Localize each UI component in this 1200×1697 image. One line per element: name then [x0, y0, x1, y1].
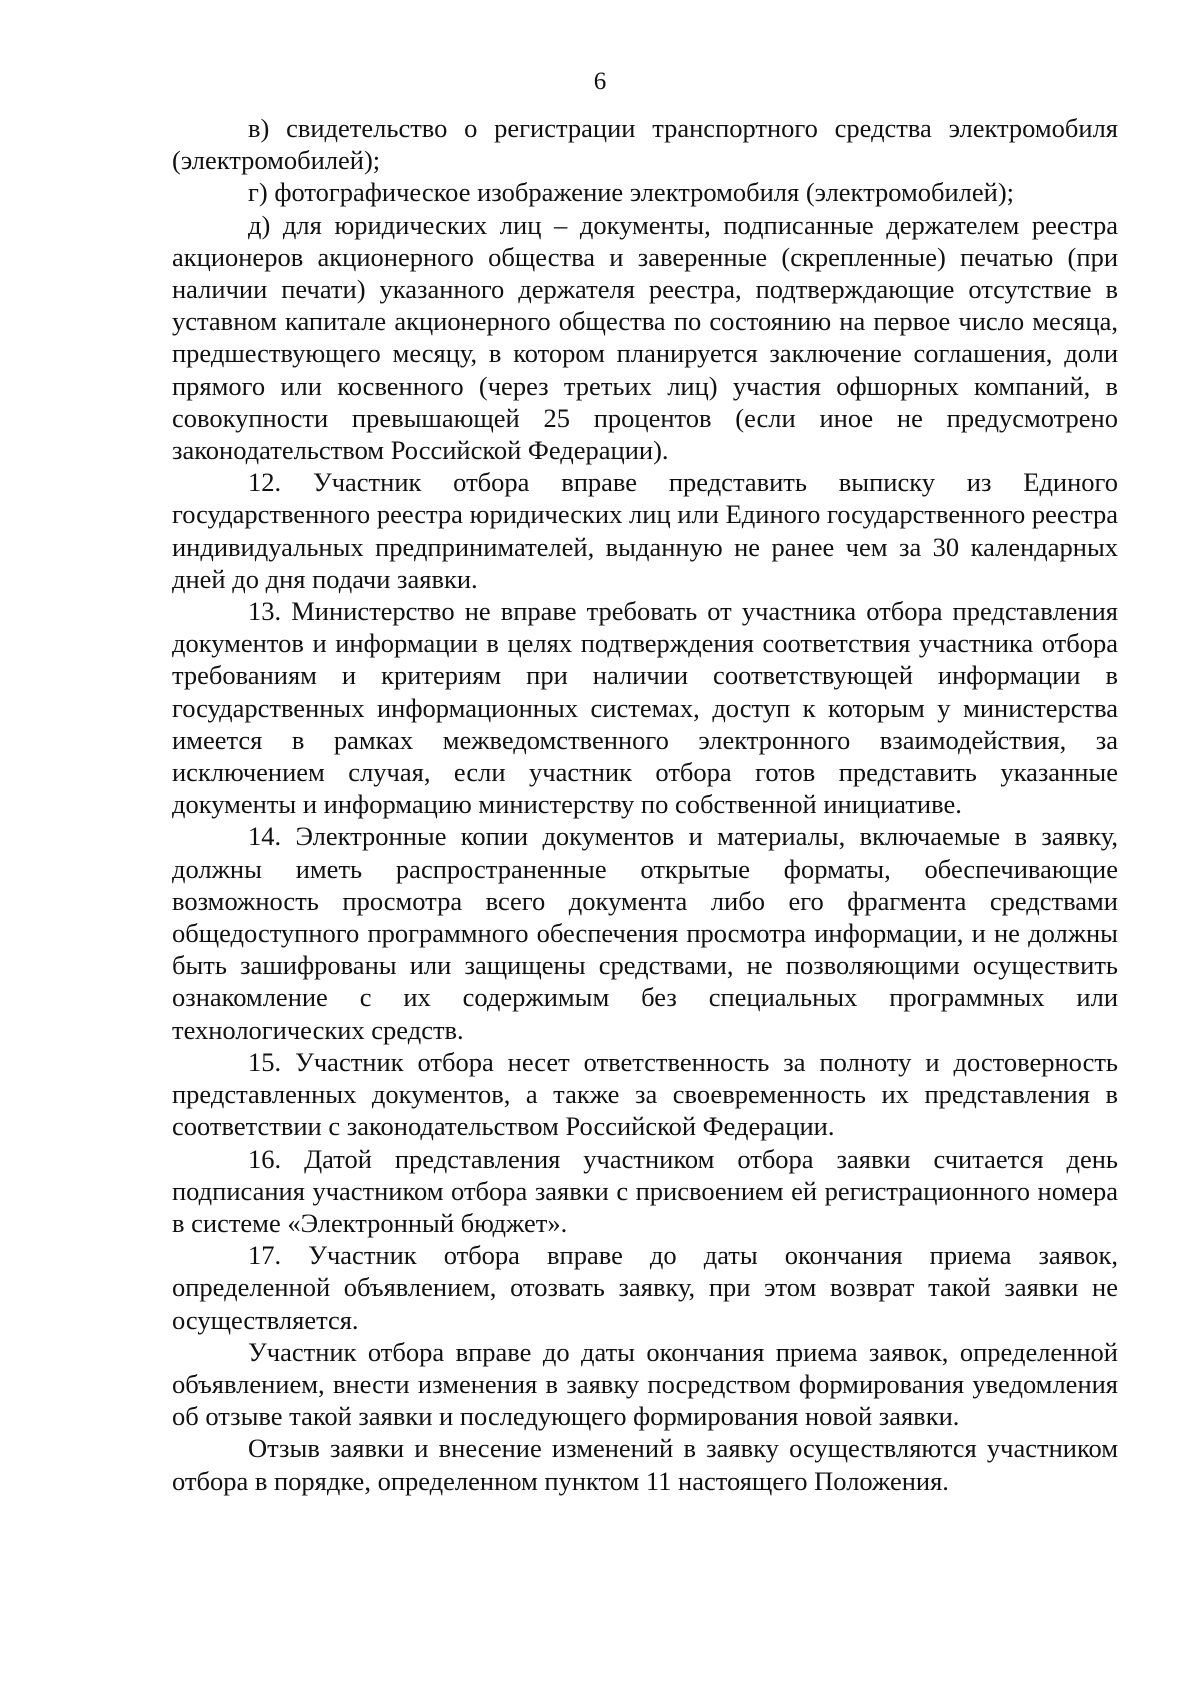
document-body — [172, 112, 1118, 1497]
page-number: 6 — [593, 68, 607, 95]
paragraph-item-v: в) свидетельство о регистрации транспортного средства электромобиля (электромобилей); — [172, 113, 1118, 176]
paragraph-17: 17. Участник отбора вправе до даты окончания приема заявок, определенной объявлением, отозвать заявку, при этом возврат такой заявки не осуществляется. — [172, 1240, 1118, 1335]
paragraph-16: 16. Датой представления участником отбора заявки считается день подписания участником отбора заявки с присвоением ей регистрационного номера в системе «Электронный бюджет». — [172, 1143, 1118, 1238]
paragraph-17-amendment: Участник отбора вправе до даты окончания приема заявок, определенной объявлением, внести изменения в заявку посредством формирования уведомления об отзыве такой заявки и последующего формирования новой заявки. — [172, 1336, 1118, 1432]
paragraph-13: 13. Министерство не вправе требовать от участника отбора представления документов и информации в целях подтверждения соответствия участника отбора требованиям и критериям при наличии соответствующей информации в государственных информационных системах, доступ к которым у министерства имеется в рамках межведомственного электронного взаимодействия, за исключением случая, если участник отбора готов представить указанные документы и информацию министерству по собственной инициативе. — [172, 596, 1118, 820]
paragraph-12: 12. Участник отбора вправе представить выписку из Единого государственного реестра юридических лиц или Единого государственного реестра индивидуальных предпринимателей, выданную не ранее чем за 30 календарных дней до дня подачи заявки. — [172, 467, 1118, 594]
paragraph-15: 15. Участник отбора несет ответственность за полноту и достоверность представленных документов, а также за своевременность их представления в соответствии с законодательством Российской Федерации. — [172, 1046, 1118, 1142]
paragraph-item-d: д) для юридических лиц – документы, подписанные держателем реестра акционеров акционерного общества и заверенные (скрепленные) печатью (при наличии печати) указанного держателя реестра, подтверждающие отсутствие в уставном капитале акционерного общества по состоянию на первое число месяца, предшествующего месяцу, в котором планируется заключение соглашения, доли прямого или косвенного (через третьих лиц) участия офшорных компаний, в совокупности превышающей 25 процентов (если иное не предусмотрено законодательством Российской Федерации). — [172, 209, 1118, 466]
paragraph-14: 14. Электронные копии документов и материалы, включаемые в заявку, должны иметь распространенные открытые форматы, обеспечивающие возможность просмотра всего документа либо его фрагмента средствами общедоступного программного обеспечения просмотра информации, и не должны быть зашифрованы или защищены средствами, не позволяющими осуществить ознакомление с их содержимым без специальных программных или технологических средств. — [172, 821, 1118, 1045]
paragraph-17-withdrawal-procedure: Отзыв заявки и внесение изменений в заявку осуществляются участником отбора в порядке, определенном пунктом 11 настоящего Положения. — [172, 1433, 1118, 1496]
paragraph-item-g: г) фотографическое изображение электромобиля (электромобилей); — [248, 177, 1015, 208]
